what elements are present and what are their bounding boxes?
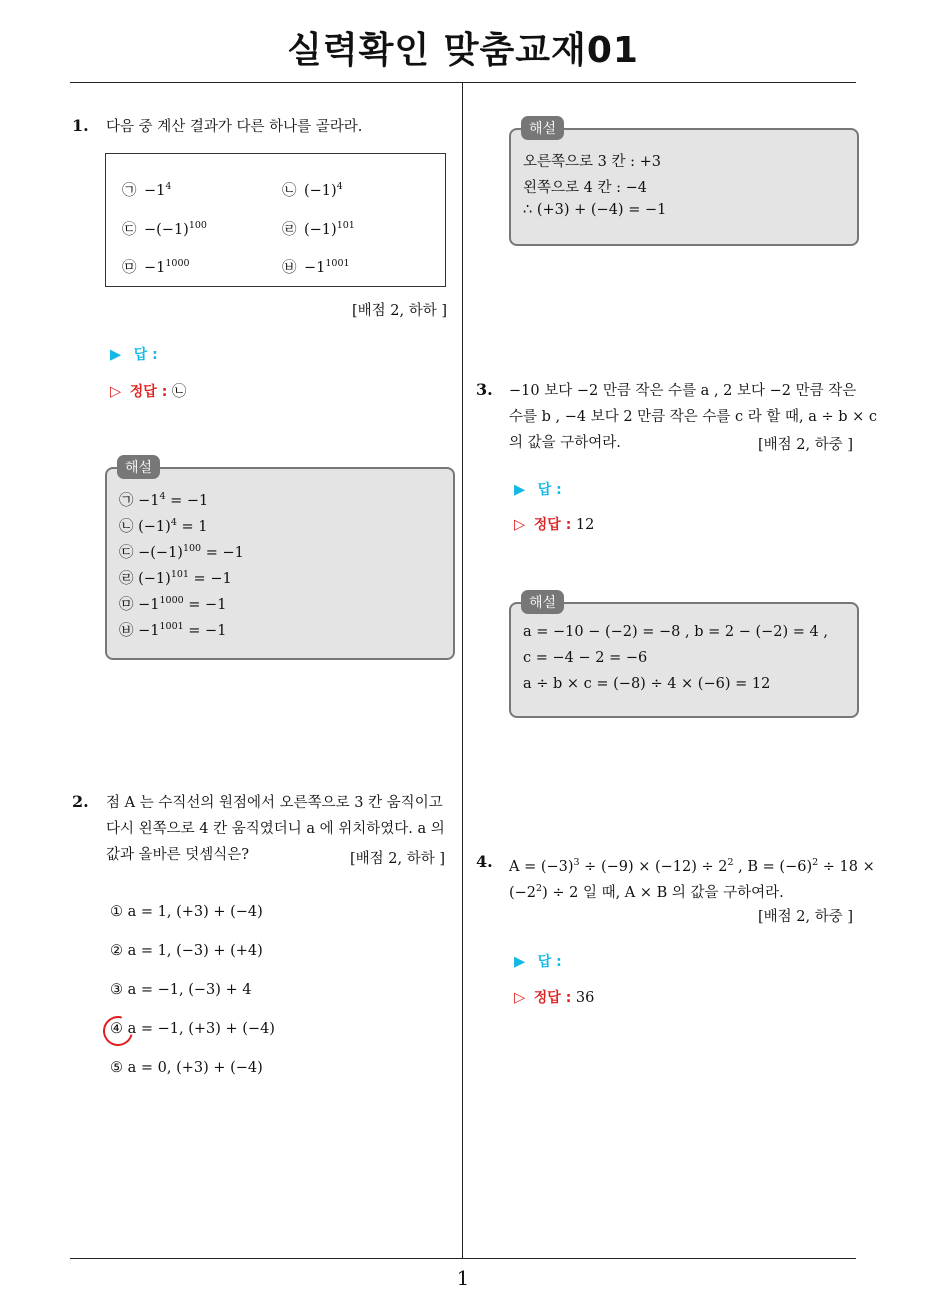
q1-exp-line-2: ㉡ $(-1)^4 = 1$ [119,517,208,535]
column-divider [462,83,463,1258]
q3-explanation-tab: 해설 [521,590,564,614]
q2-option-3: ③ a = −1, (−3) + 4 [110,982,252,998]
q2-option-2: ② a = 1, (−3) + (+4) [110,943,263,959]
q1-choice-4: ㉣ $(-1)^{101}$ [282,220,355,238]
filled-triangle-right-icon: ▶ [110,347,122,363]
q3-line-2: 수를 b , −4 보다 2 만큼 작은 수를 c 라 할 때, a ÷ b × c [509,409,878,425]
q1-choice-1: ㉠ $-1^4$ [122,181,172,199]
q1-choice-box [105,153,446,287]
bottom-rule [70,1258,856,1259]
q3-number: 3. [476,380,493,399]
q2-score: [배점 2, 하하 ] [350,851,446,867]
q1-choice-5: ㉤ $-1^{1000}$ [122,258,190,276]
q2-line-1: 점 A 는 수직선의 원점에서 오른쪽으로 3 칸 움직이고 [106,795,443,811]
q2-explanation-box [509,121,859,246]
q2-option-1: ① a = 1, (+3) + (−4) [110,904,263,920]
q1-text: 다음 중 계산 결과가 다른 하나를 골라라. [106,119,363,135]
outline-triangle-right-icon: ▷ [110,384,122,400]
q3-score: [배점 2, 하중 ] [758,437,854,453]
q2-exp-line-2: 왼쪽으로 4 칸 : −4 [523,180,647,196]
filled-triangle-right-icon: ▶ [514,954,526,970]
q3-exp-line-3: a ÷ b × c = (−8) ÷ 4 × (−6) = 12 [523,676,771,692]
q1-number: 1. [72,116,89,135]
q4-number: 4. [476,852,493,871]
q4-line-2: $(-2^2) \div 2$ 일 때, A × B 의 값을 구하여라. [509,883,784,901]
q2-option-4: ④ a = −1, (+3) + (−4) [110,1021,275,1037]
q3-exp-line-1: a = −10 − (−2) = −8 , b = 2 − (−2) = 4 , [523,624,828,640]
q1-choice-2: ㉡ $(-1)^4$ [282,181,343,199]
q2-exp-line-1: 오른쪽으로 3 칸 : +3 [523,154,661,170]
q2-option-5: ⑤ a = 0, (+3) + (−4) [110,1060,263,1076]
q4-score: [배점 2, 하중 ] [758,909,854,925]
q1-score: [배점 2, 하하 ] [352,303,448,319]
page-title: 실력확인 맞춤교재01 [287,30,639,71]
q1-exp-line-1: ㉠ $-1^4 = -1$ [119,491,209,509]
q4-line-1: $A = (-3)^3 \div (-9) \times (-12) \div 2^2$ , $B = (-6)^2 \div 18$ × [509,857,875,875]
q4-answer-row: ▶ 답 : [514,954,562,970]
q1-choice-6: ㉥ $-1^{1001}$ [282,258,350,276]
outline-triangle-right-icon: ▷ [514,990,526,1006]
q1-explanation-tab: 해설 [117,455,160,479]
q3-answer-row: ▶ 답 : [514,482,562,498]
q1-exp-line-6: ㉥ $-1^{1001} = -1$ [119,621,227,639]
q1-explanation-box [105,460,455,660]
q3-exp-line-2: c = −4 − 2 = −6 [523,650,648,666]
q3-line-3: 의 값을 구하여라. [509,435,621,451]
q3-correct-value: 12 [575,517,595,533]
q2-line-3: 값과 올바른 덧셈식은? [106,847,250,863]
q2-number: 2. [72,792,89,811]
q3-explanation-box [509,595,859,718]
q2-explanation-tab: 해설 [521,116,564,140]
filled-triangle-right-icon: ▶ [514,482,526,498]
q1-correct-value: ㉡ [171,384,187,400]
q2-exp-line-3: ∴ (+3) + (−4) = −1 [523,202,667,218]
q2-line-2: 다시 왼쪽으로 4 칸 움직였더니 a 에 위치하였다. a 의 [106,821,445,837]
q3-correct-row: ▷ 정답 : 12 [514,517,595,533]
q4-correct-value: 36 [575,990,595,1006]
q1-correct-row: ▷ 정답 : ㉡ [110,384,187,400]
q1-choice-3: ㉢ $-(-1)^{100}$ [122,220,207,238]
q1-exp-line-3: ㉢ $-(-1)^{100} = -1$ [119,543,244,561]
q3-line-1: −10 보다 −2 만큼 작은 수를 a , 2 보다 −2 만큼 작은 [509,383,857,399]
top-rule [70,82,856,83]
q1-answer-row: ▶ 답 : [110,347,158,363]
outline-triangle-right-icon: ▷ [514,517,526,533]
q1-exp-line-5: ㉤ $-1^{1000} = -1$ [119,595,227,613]
selected-answer-circle-icon [98,1011,139,1052]
q4-correct-row: ▷ 정답 : 36 [514,990,595,1006]
page-number: 1 [456,1266,470,1290]
q1-exp-line-4: ㉣ $(-1)^{101} = -1$ [119,569,232,587]
